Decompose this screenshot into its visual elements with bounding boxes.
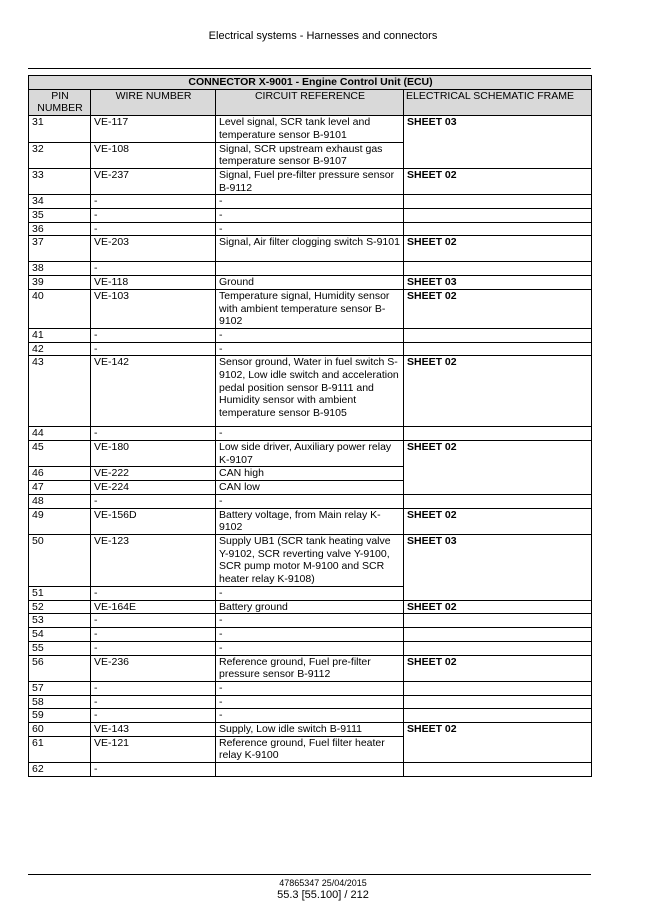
table-row xyxy=(29,262,592,276)
pin-number-cell: 42 xyxy=(29,342,91,356)
circuit-reference-cell: Signal, Air filter clogging switch S-9101 xyxy=(216,236,404,262)
wire-number-cell: VE-118 xyxy=(91,276,216,290)
wire-number-cell: VE-108 xyxy=(91,142,216,168)
circuit-reference-cell: Sensor ground, Water in fuel switch S-9102, Low idle switch and acceleration pedal position sensor B-9111 and Humidity sensor with ambient temperature sensor B-9105 xyxy=(216,356,404,427)
table-row xyxy=(29,534,592,586)
circuit-reference-cell: Reference ground, Fuel filter heater relay K-9100 xyxy=(216,736,404,762)
circuit-reference-cell: Signal, SCR upstream exhaust gas temperature sensor B-9107 xyxy=(216,142,404,168)
wire-number-cell: VE-117 xyxy=(91,116,216,142)
wire-number-cell: - xyxy=(91,628,216,642)
column-header-circuit: CIRCUIT REFERENCE xyxy=(216,89,404,115)
schematic-frame-cell: SHEET 02 xyxy=(404,289,592,328)
table-row xyxy=(29,427,592,441)
column-header-frame: ELECTRICAL SCHEMATIC FRAME xyxy=(404,89,592,115)
pin-number-cell: 45 xyxy=(29,441,91,467)
circuit-reference-cell xyxy=(216,763,404,777)
circuit-reference-cell: - xyxy=(216,628,404,642)
wire-number-cell: - xyxy=(91,709,216,723)
pin-number-cell: 60 xyxy=(29,723,91,737)
schematic-frame-cell: SHEET 02 xyxy=(404,356,592,427)
table-row xyxy=(29,342,592,356)
footer-page-number: 55.3 [55.100] / 212 xyxy=(277,889,369,901)
circuit-reference-cell: Supply, Low idle switch B-9111 xyxy=(216,723,404,737)
circuit-reference-cell: - xyxy=(216,641,404,655)
wire-number-cell: VE-237 xyxy=(91,168,216,194)
pin-number-cell: 51 xyxy=(29,586,91,600)
footer-doc-code: 47865347 25/04/2015 xyxy=(279,878,367,888)
pin-number-cell: 37 xyxy=(29,236,91,262)
pin-number-cell: 36 xyxy=(29,222,91,236)
wire-number-cell: - xyxy=(91,586,216,600)
footer-rule xyxy=(28,874,591,875)
circuit-reference-cell: - xyxy=(216,586,404,600)
circuit-reference-cell: - xyxy=(216,209,404,223)
circuit-reference-cell: - xyxy=(216,494,404,508)
circuit-reference-cell: - xyxy=(216,681,404,695)
wire-number-cell: VE-224 xyxy=(91,481,216,495)
wire-number-cell: VE-236 xyxy=(91,655,216,681)
table-row xyxy=(29,628,592,642)
wire-number-cell: - xyxy=(91,641,216,655)
wire-number-cell: VE-123 xyxy=(91,534,216,586)
wire-number-cell: - xyxy=(91,427,216,441)
circuit-reference-cell: - xyxy=(216,614,404,628)
table-row xyxy=(29,681,592,695)
pin-number-cell: 40 xyxy=(29,289,91,328)
wire-number-cell: - xyxy=(91,494,216,508)
table-row xyxy=(29,641,592,655)
column-header-pin: PIN NUMBER xyxy=(29,89,91,115)
circuit-reference-cell: - xyxy=(216,342,404,356)
pin-number-cell: 56 xyxy=(29,655,91,681)
pin-number-cell: 38 xyxy=(29,262,91,276)
wire-number-cell: - xyxy=(91,681,216,695)
circuit-reference-cell: Ground xyxy=(216,276,404,290)
table-row xyxy=(29,655,592,681)
table-row xyxy=(29,614,592,628)
pin-number-cell: 44 xyxy=(29,427,91,441)
wire-number-cell: - xyxy=(91,195,216,209)
pin-number-cell: 52 xyxy=(29,600,91,614)
column-header-wire: WIRE NUMBER xyxy=(91,89,216,115)
pin-number-cell: 31 xyxy=(29,116,91,142)
schematic-frame-cell xyxy=(404,209,592,223)
pin-number-cell: 54 xyxy=(29,628,91,642)
schematic-frame-cell: SHEET 03 xyxy=(404,116,592,169)
table-row xyxy=(29,508,592,534)
pin-number-cell: 33 xyxy=(29,168,91,194)
table-row xyxy=(29,116,592,142)
schematic-frame-cell: SHEET 02 xyxy=(404,236,592,262)
pin-number-cell: 47 xyxy=(29,481,91,495)
pin-number-cell: 59 xyxy=(29,709,91,723)
wire-number-cell: - xyxy=(91,763,216,777)
table-row xyxy=(29,236,592,262)
table-row xyxy=(29,328,592,342)
pin-number-cell: 53 xyxy=(29,614,91,628)
table-row xyxy=(29,441,592,467)
table-row xyxy=(29,695,592,709)
circuit-reference-cell: CAN low xyxy=(216,481,404,495)
wire-number-cell: - xyxy=(91,328,216,342)
schematic-frame-cell xyxy=(404,427,592,441)
circuit-reference-cell: - xyxy=(216,195,404,209)
pin-number-cell: 46 xyxy=(29,467,91,481)
pin-number-cell: 41 xyxy=(29,328,91,342)
table-row xyxy=(29,195,592,209)
wire-number-cell: VE-164E xyxy=(91,600,216,614)
header-rule xyxy=(28,68,591,69)
circuit-reference-cell: Reference ground, Fuel pre-filter pressure sensor B-9112 xyxy=(216,655,404,681)
pin-number-cell: 55 xyxy=(29,641,91,655)
table-title: CONNECTOR X-9001 - Engine Control Unit (ECU) xyxy=(29,76,592,90)
table-row xyxy=(29,723,592,737)
table-row xyxy=(29,763,592,777)
circuit-reference-cell xyxy=(216,262,404,276)
wire-number-cell: VE-103 xyxy=(91,289,216,328)
table-row xyxy=(29,222,592,236)
table-row xyxy=(29,709,592,723)
circuit-reference-cell: - xyxy=(216,222,404,236)
table-body xyxy=(29,116,592,777)
circuit-reference-cell: Level signal, SCR tank level and temperature sensor B-9101 xyxy=(216,116,404,142)
circuit-reference-cell: - xyxy=(216,328,404,342)
pin-number-cell: 62 xyxy=(29,763,91,777)
table-row xyxy=(29,494,592,508)
pin-number-cell: 34 xyxy=(29,195,91,209)
schematic-frame-cell xyxy=(404,695,592,709)
wire-number-cell: - xyxy=(91,342,216,356)
schematic-frame-cell xyxy=(404,709,592,723)
table-row xyxy=(29,356,592,427)
circuit-reference-cell: - xyxy=(216,427,404,441)
table-row xyxy=(29,168,592,194)
pin-number-cell: 61 xyxy=(29,736,91,762)
pin-number-cell: 32 xyxy=(29,142,91,168)
schematic-frame-cell: SHEET 02 xyxy=(404,600,592,614)
schematic-frame-cell xyxy=(404,195,592,209)
schematic-frame-cell: SHEET 02 xyxy=(404,168,592,194)
schematic-frame-cell xyxy=(404,262,592,276)
wire-number-cell: VE-156D xyxy=(91,508,216,534)
pin-number-cell: 57 xyxy=(29,681,91,695)
schematic-frame-cell xyxy=(404,628,592,642)
schematic-frame-cell: SHEET 02 xyxy=(404,655,592,681)
table-row xyxy=(29,276,592,290)
wire-number-cell: - xyxy=(91,262,216,276)
table-row xyxy=(29,209,592,223)
wire-number-cell: VE-121 xyxy=(91,736,216,762)
pin-number-cell: 35 xyxy=(29,209,91,223)
circuit-reference-cell: Battery voltage, from Main relay K-9102 xyxy=(216,508,404,534)
pin-number-cell: 50 xyxy=(29,534,91,586)
schematic-frame-cell xyxy=(404,614,592,628)
wire-number-cell: VE-143 xyxy=(91,723,216,737)
schematic-frame-cell xyxy=(404,328,592,342)
wire-number-cell: - xyxy=(91,614,216,628)
connector-table xyxy=(28,75,592,777)
schematic-frame-cell xyxy=(404,763,592,777)
schematic-frame-cell xyxy=(404,494,592,508)
pin-number-cell: 49 xyxy=(29,508,91,534)
table-row xyxy=(29,289,592,328)
circuit-reference-cell: - xyxy=(216,709,404,723)
schematic-frame-cell: SHEET 03 xyxy=(404,276,592,290)
pin-number-cell: 48 xyxy=(29,494,91,508)
schematic-frame-cell: SHEET 02 xyxy=(404,723,592,763)
schematic-frame-cell: SHEET 02 xyxy=(404,508,592,534)
page-header-title: Electrical systems - Harnesses and connectors xyxy=(208,30,438,42)
table-row xyxy=(29,600,592,614)
wire-number-cell: VE-222 xyxy=(91,467,216,481)
circuit-reference-cell: Battery ground xyxy=(216,600,404,614)
schematic-frame-cell xyxy=(404,342,592,356)
circuit-reference-cell: Low side driver, Auxiliary power relay K-9107 xyxy=(216,441,404,467)
schematic-frame-cell: SHEET 03 xyxy=(404,534,592,600)
circuit-reference-cell: Temperature signal, Humidity sensor with ambient temperature sensor B-9102 xyxy=(216,289,404,328)
schematic-frame-cell xyxy=(404,681,592,695)
circuit-reference-cell: - xyxy=(216,695,404,709)
wire-number-cell: VE-142 xyxy=(91,356,216,427)
schematic-frame-cell xyxy=(404,222,592,236)
schematic-frame-cell xyxy=(404,641,592,655)
pin-number-cell: 58 xyxy=(29,695,91,709)
wire-number-cell: VE-203 xyxy=(91,236,216,262)
circuit-reference-cell: CAN high xyxy=(216,467,404,481)
wire-number-cell: VE-180 xyxy=(91,441,216,467)
wire-number-cell: - xyxy=(91,222,216,236)
circuit-reference-cell: Signal, Fuel pre-filter pressure sensor B-9112 xyxy=(216,168,404,194)
wire-number-cell: - xyxy=(91,209,216,223)
circuit-reference-cell: Supply UB1 (SCR tank heating valve Y-9102, SCR reverting valve Y-9100, SCR pump motor M-9100 and SCR heater relay K-9108) xyxy=(216,534,404,586)
schematic-frame-cell: SHEET 02 xyxy=(404,441,592,495)
pin-number-cell: 43 xyxy=(29,356,91,427)
wire-number-cell: - xyxy=(91,695,216,709)
pin-number-cell: 39 xyxy=(29,276,91,290)
